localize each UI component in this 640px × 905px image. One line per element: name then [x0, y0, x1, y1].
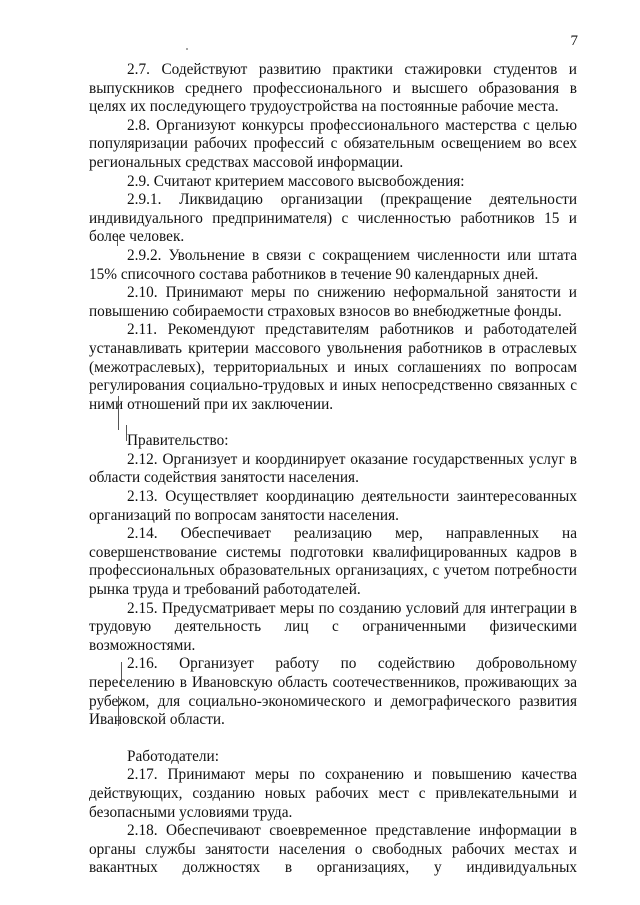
page-number: 7 [570, 33, 578, 49]
document-body [89, 61, 577, 878]
paragraph-2-10: 2.10. Принимают меры по снижению неформальной занятости и повышению собираемости страховых взносов во внебюджетные фонды. [89, 284, 577, 320]
paragraph-2-16: 2.16. Организует работу по содействию добровольному переселению в Ивановскую область соотечественников, проживающих за рубежом, для социально-экономического и демографического развития Ивановской области. [89, 655, 577, 729]
paragraph-2-15: 2.15. Предусматривает меры по созданию условий для интеграции в трудовую деятельность лиц с ограниченными физическими возможностями. [89, 599, 577, 654]
paragraph-2-8: 2.8. Организуют конкурсы профессионального мастерства с целью популяризации рабочих профессий с обязательным освещением во всех региональных средствах массовой информации. [89, 116, 577, 171]
paragraph-2-9: 2.9. Считают критерием массового высвобождения: [127, 172, 465, 190]
paragraph-2-9-1: 2.9.1. Ликвидацию организации (прекращение деятельности индивидуального предпринимателя) с численностью работников 15 и более человек. [89, 191, 577, 246]
section-title-government: Правительство: [127, 432, 229, 450]
paragraph-2-12: 2.12. Организует и координирует оказание государственных услуг в области содействия занятости населения. [89, 450, 577, 487]
paragraph-2-11: 2.11. Рекомендуют представителям работников и работодателей устанавливать критерии массового увольнения работников в отраслевых (межотраслевых), территориальных и иных соглашениях по вопросам регулирования социально-трудовых и иных непосредственно связанных с ними отношений при их заключении. [89, 321, 577, 413]
scan-speck [186, 48, 188, 50]
section-spacer [89, 414, 577, 432]
paragraph-2-7: 2.7. Содействуют развитию практики стажировки студентов и выпускников среднего профессионального и высшего образования в целях их последующего трудоустройства на постоянные рабочие места. [89, 61, 577, 116]
section-title-employers: Работодатели: [127, 747, 219, 765]
section-spacer [89, 730, 577, 748]
paragraph-2-13: 2.13. Осуществляет координацию деятельности заинтересованных организаций по вопросам занятости населения. [89, 488, 577, 524]
paragraph-2-14: 2.14. Обеспечивает реализацию мер, направленных на совершенствование системы подготовки квалифицированных кадров в профессиональных образовательных организациях, с учетом потребности рынка труда и требований работодателей. [89, 525, 577, 599]
paragraph-2-17: 2.17. Принимают меры по сохранению и повышению качества действующих, созданию новых рабочих мест с привлекательными и безопасными условиями труда. [89, 766, 577, 821]
paragraph-2-9-2: 2.9.2. Увольнение в связи с сокращением численности или штата 15% списочного состава работников в течение 90 календарных дней. [89, 246, 577, 283]
paragraph-2-18: 2.18. Обеспечивают своевременное представление информации в органы службы занятости населения о свободных рабочих местах и вакантных должностях в организациях, у индивидуальных [89, 822, 577, 877]
